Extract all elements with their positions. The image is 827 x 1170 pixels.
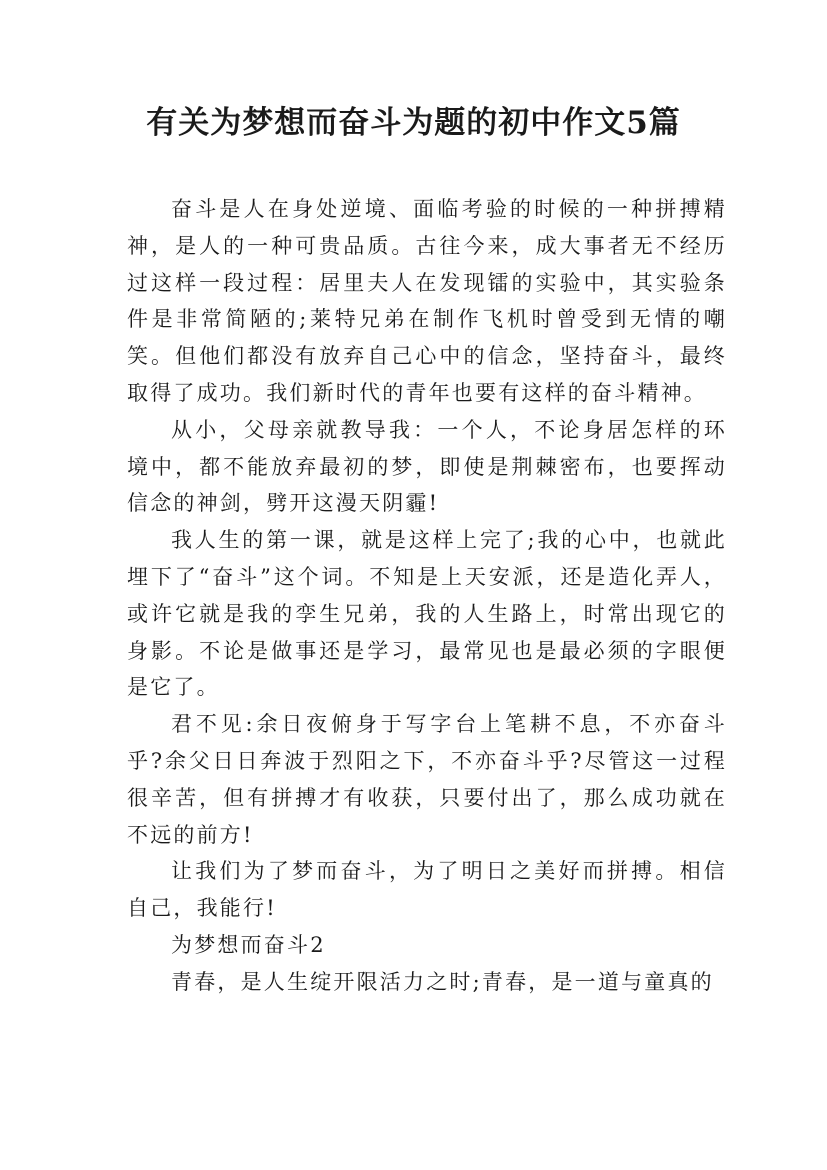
paragraph-6: 青春，是人生绽开限活力之时;青春，是一道与童真的	[171, 969, 714, 994]
paragraph-4: 君不见:余日夜俯身于写字台上笔耕不息，不亦奋斗乎?余父日日奔波于烈阳之下，不亦奋斗乎?尽管这一过程很辛苦，但有拼搏才有收获，只要付出了，那么成功就在不远的前方!	[127, 712, 727, 847]
document-title: 有关为梦想而奋斗为题的初中作文5篇	[146, 105, 681, 141]
paragraph-2: 从小，父母亲就教导我：一个人，不论身居怎样的环境中，都不能放弃最初的梦，即使是荆棘密布，也要挥动信念的神剑，劈开这漫天阴霾!	[127, 417, 727, 516]
paragraph-1: 奋斗是人在身处逆境、面临考验的时候的一种拼搏精神，是人的一种可贵品质。古往今来，成大事者无不经历过这样一段过程：居里夫人在发现镭的实验中，其实验条件是非常简陋的;莱特兄弟在制作飞机时曾受到无情的嘲笑。但他们都没有放弃自己心中的信念，坚持奋斗，最终取得了成功。我们新时代的青年也要有这样的奋斗精神。	[127, 197, 727, 405]
paragraph-3: 我人生的第一课，就是这样上完了;我的心中，也就此埋下了“奋斗”这个词。不知是上天安派，还是造化弄人，或许它就是我的孪生兄弟，我的人生路上，时常出现它的身影。不论是做事还是学习，最常见也是最必须的字眼便是它了。	[127, 528, 727, 700]
section-heading: 为梦想而奋斗2	[171, 932, 326, 957]
document-body	[127, 191, 727, 1001]
paragraph-5: 让我们为了梦而奋斗，为了明日之美好而拼搏。相信自己，我能行!	[127, 859, 727, 921]
